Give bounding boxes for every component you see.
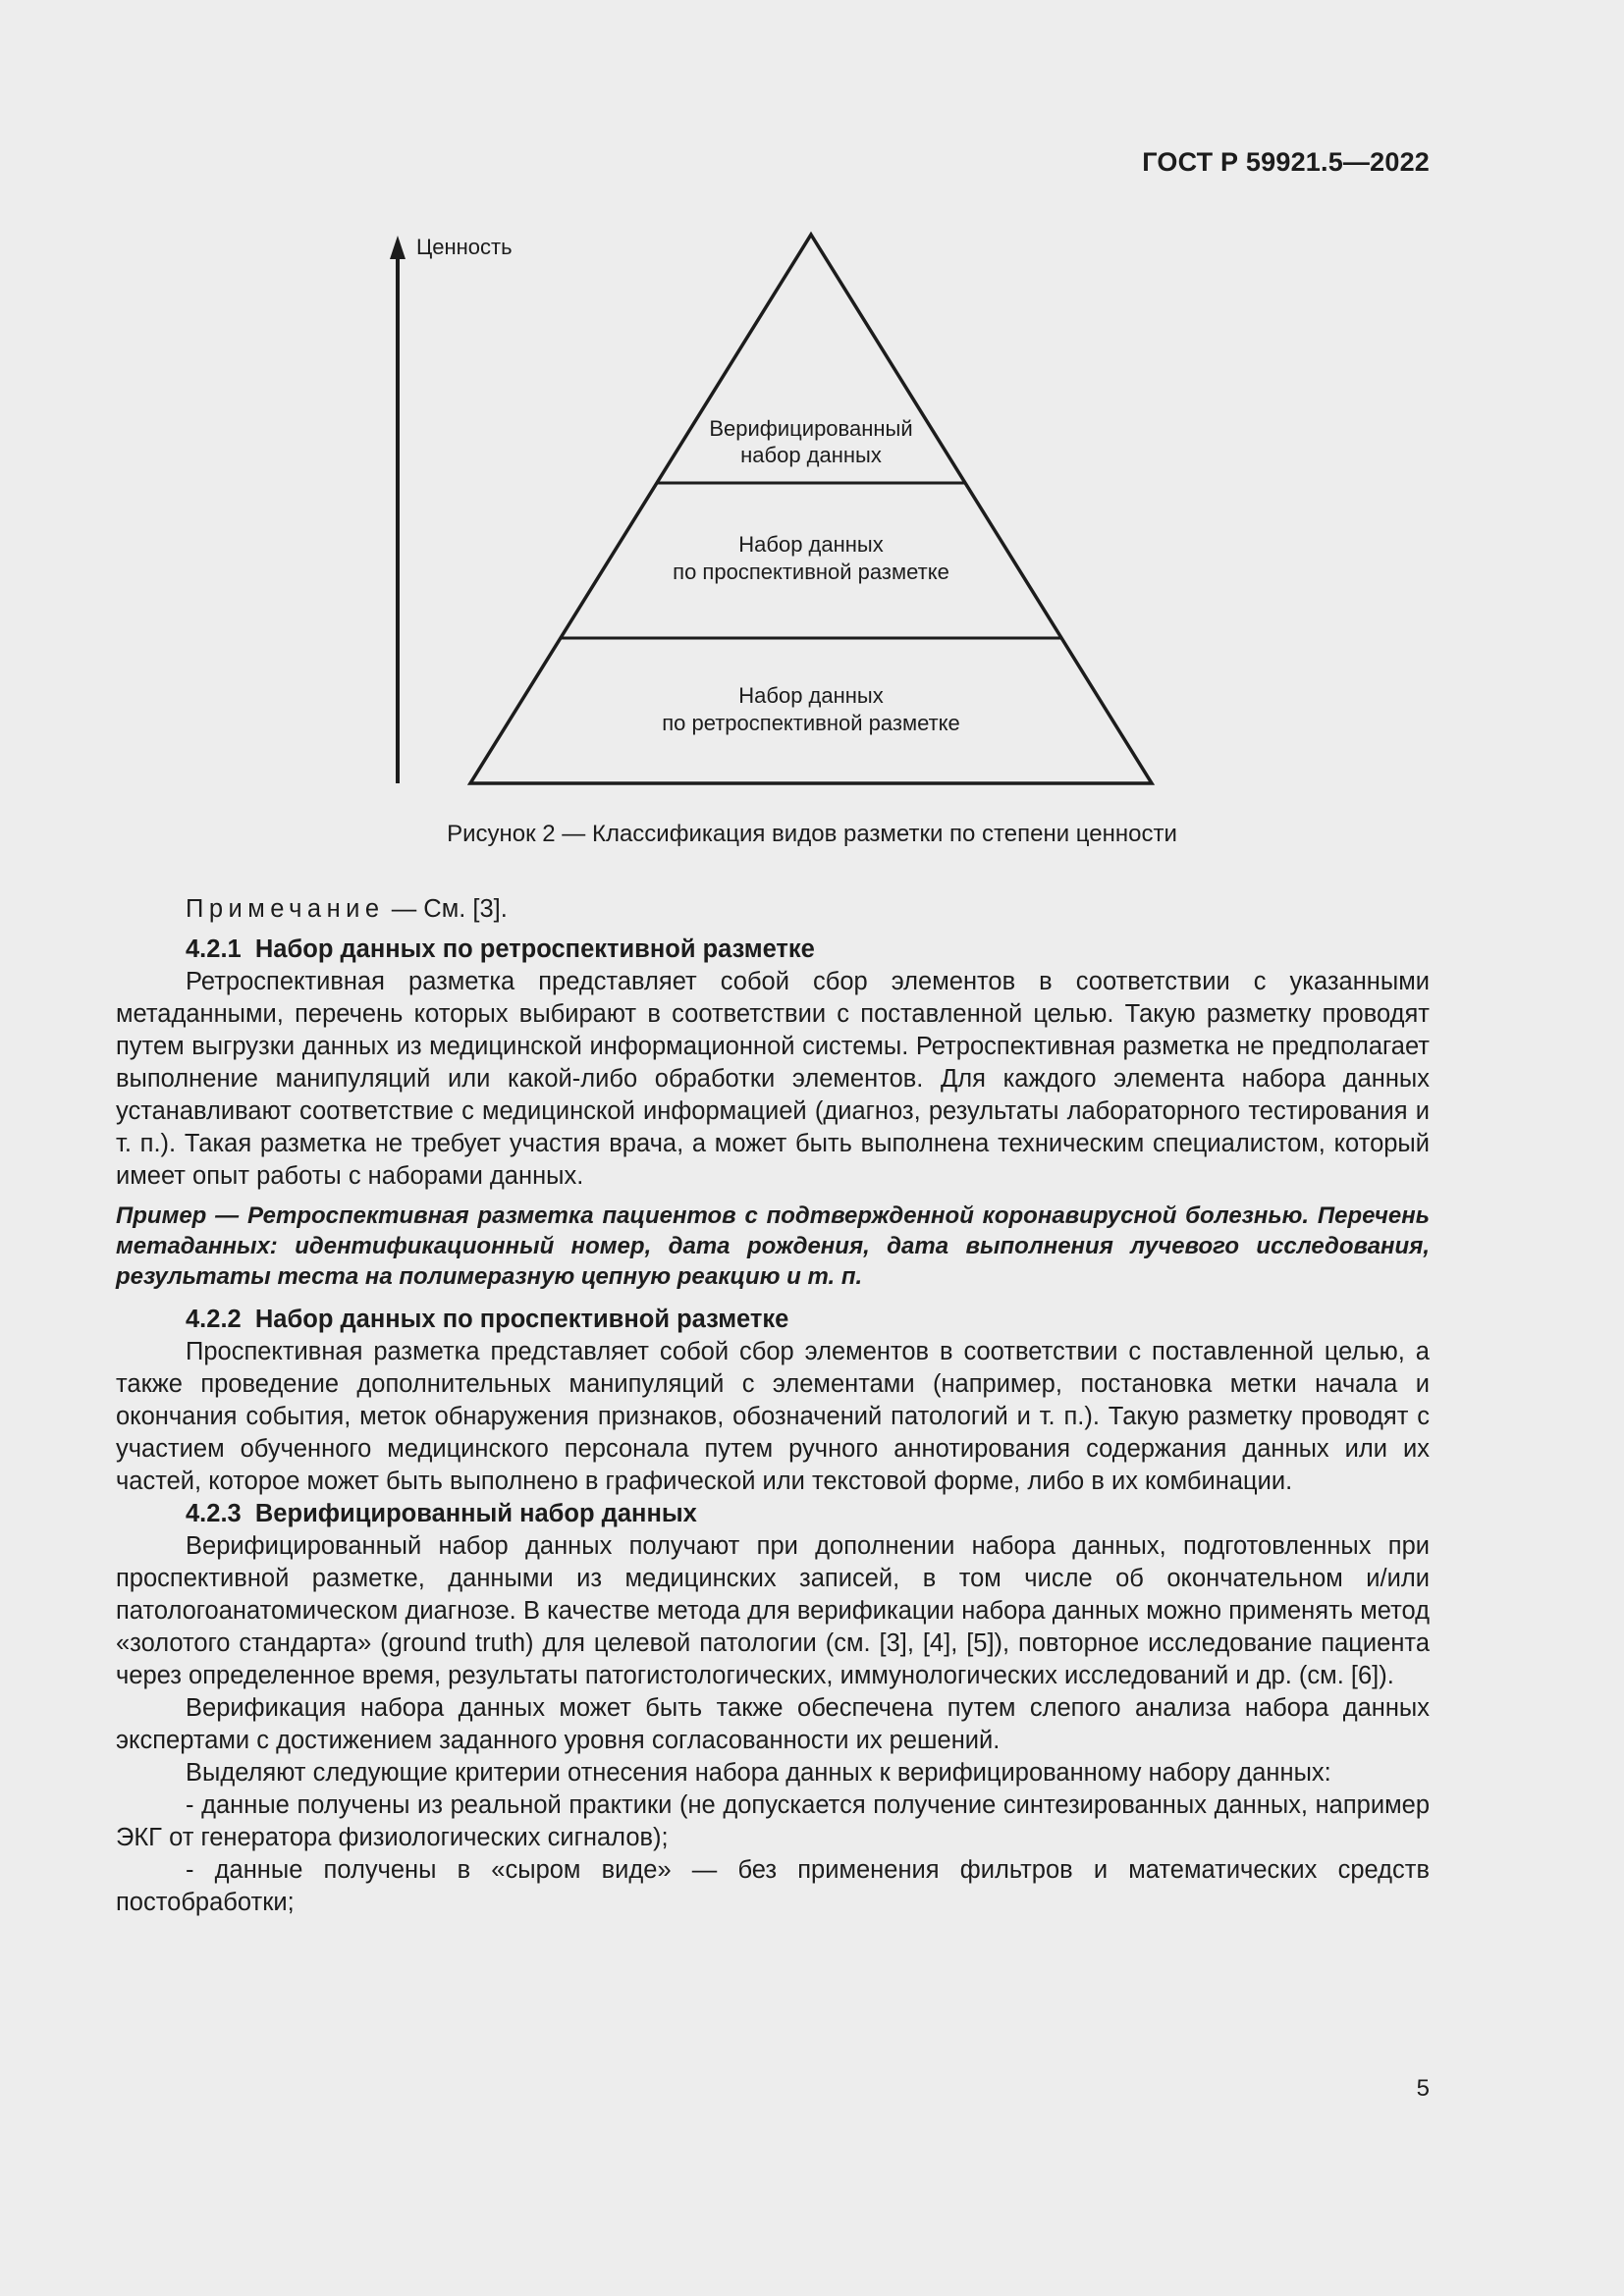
section-4-2-1-number: 4.2.1 xyxy=(186,935,242,963)
section-4-2-2-body: Проспективная разметка представляет собой сбор элементов в соответствии с поставленной целью, а также проведение дополнительных манипуляций с элементами (например, постановка метки начала и окончания события, меток обнаружения признаков, обозначений патологий и т. п.). Такую разметку проводят с участием обученного медицинского персонала путем ручного аннотирования содержания данных или их частей, которое может быть выполнено в графической или текстовой форме, либо в их комбинации. xyxy=(116,1338,1430,1495)
section-4-2-1-title: Набор данных по ретроспективной разметке xyxy=(254,935,815,963)
document-body xyxy=(116,893,1430,1919)
section-4-2-1-heading xyxy=(116,934,1430,966)
value-axis-label: Ценность xyxy=(416,235,513,259)
page-number: 5 xyxy=(1416,2075,1430,2102)
document-code: ГОСТ Р 59921.5—2022 xyxy=(1142,147,1430,177)
level-verified-line1: Верифицированный xyxy=(709,416,913,441)
note-text: См. [3]. xyxy=(423,895,508,923)
section-4-2-2-title: Набор данных по проспективной разметке xyxy=(254,1306,789,1333)
section-4-2-3-heading xyxy=(116,1498,1430,1530)
section-4-2-1-example: Пример — Ретроспективная разметка пациентов с подтвержденной коронавирусной болезнью. Перечень метаданных: идентификационный номер, дата рождения, дата выполнения лучевого исследования, результаты теста на полимеразную цепную реакцию и т. п. xyxy=(116,1202,1430,1290)
section-4-2-3-paragraph-1: Верифицированный набор данных получают при дополнении набора данных, подготовленных при проспективной разметке, данными из медицинских записей, в том числе об окончательном и/или патологоанатомическом диагнозе. В качестве метода для верификации набора данных можно применять метод «золотого стандарта» (ground truth) для целевой патологии (см. [3], [4], [5]), повторное исследование пациента через определенное время, результаты патогистологических, иммунологических исследований и др. (см. [6]). xyxy=(116,1532,1430,1689)
criteria-list-item: - данные получены в «сыром виде» — без применения фильтров и математических средств постобработки; xyxy=(116,1856,1430,1916)
section-4-2-2-heading xyxy=(116,1304,1430,1336)
section-4-2-2-number: 4.2.2 xyxy=(186,1306,242,1333)
value-pyramid-figure xyxy=(0,0,1624,805)
note-label: Примечание xyxy=(186,895,385,923)
level-retrospective-line2: по ретроспективной разметке xyxy=(662,711,960,735)
section-4-2-3-paragraph-2: Верификация набора данных может быть также обеспечена путем слепого анализа набора данных экспертами с достижением заданного уровня согласованности их решений. xyxy=(116,1694,1430,1754)
figure-caption: Рисунок 2 — Классификация видов разметки по степени ценности xyxy=(447,821,1177,847)
level-prospective-line2: по проспективной разметке xyxy=(673,560,949,584)
note xyxy=(116,893,1430,926)
value-axis-arrowhead xyxy=(390,236,406,259)
level-prospective-line1: Набор данных xyxy=(738,532,884,557)
section-4-2-1-body: Ретроспективная разметка представляет собой сбор элементов в соответствии с указанными метаданными, перечень которых выбирают в соответствии с поставленной целью. Такую разметку проводят путем выгрузки данных из медицинской информационной системы. Ретроспективная разметка не предполагает выполнение манипуляций или какой-либо обработки элементов. Для каждого элемента набора данных устанавливают соответствие с медицинской информацией (диагноз, результаты лабораторного тестирования и т. п.). Такая разметка не требует участия врача, а может быть выполнена техническим специалистом, который имеет опыт работы с наборами данных. xyxy=(116,968,1430,1190)
note-separator: — xyxy=(391,895,417,923)
level-verified-line2: набор данных xyxy=(740,443,882,467)
level-retrospective-line1: Набор данных xyxy=(738,683,884,708)
criteria-list-item: - данные получены из реальной практики (не допускается получение синтезированных данных, например ЭКГ от генератора физиологических сигналов); xyxy=(116,1791,1430,1851)
section-4-2-3-number: 4.2.3 xyxy=(186,1500,242,1527)
section-4-2-3-title: Верифицированный набор данных xyxy=(254,1500,697,1527)
section-4-2-3-paragraph-3: Выделяют следующие критерии отнесения набора данных к верифицированному набору данных: xyxy=(186,1759,1331,1787)
